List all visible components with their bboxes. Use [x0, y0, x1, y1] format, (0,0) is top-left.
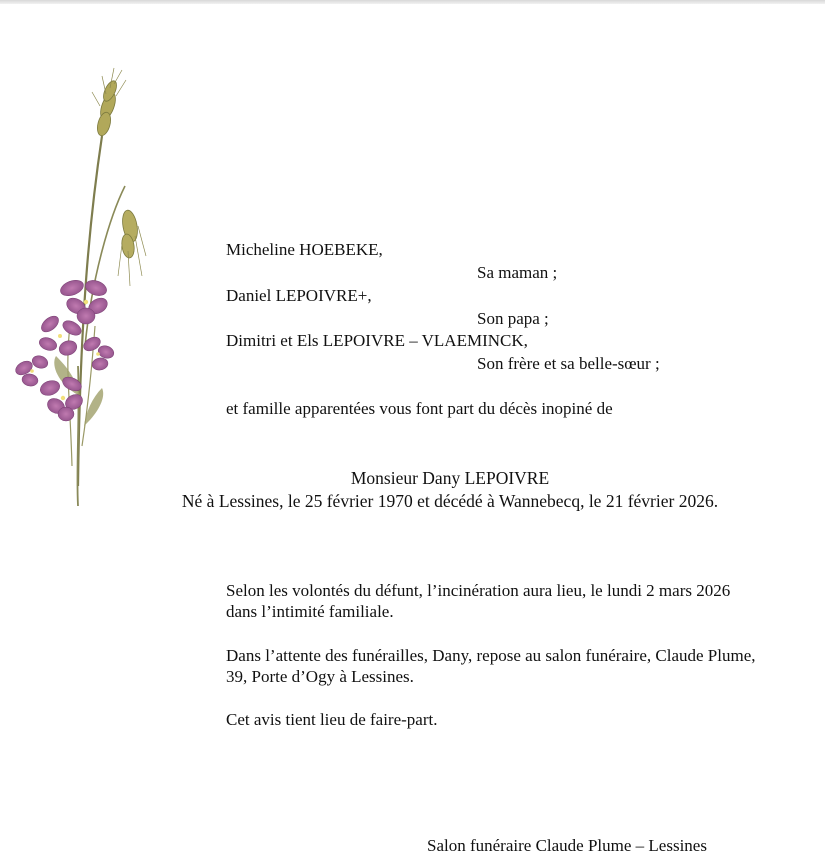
brother-role: Son frère et sa belle-sœur ;: [477, 354, 660, 373]
ceremony-paragraph: Selon les volontés du défunt, l’incinération aura lieu, le lundi 2 mars 2026 dans l’intimité familiale.: [226, 581, 731, 621]
brother-name: Dimitri et Els LEPOIVRE – VLAEMINCK,: [226, 331, 528, 350]
violet-flowers-wheat-icon: [10, 66, 150, 526]
deceased-dates: Né à Lessines, le 25 février 1970 et décédé à Wannebecq, le 21 février 2026.: [181, 491, 719, 511]
announcement-line: et famille apparentées vous font part du décès inopiné de: [226, 399, 613, 418]
mother-role: Sa maman ;: [477, 263, 558, 282]
mother-name: Micheline HOEBEKE,: [226, 240, 383, 259]
notice-paragraph: Cet avis tient lieu de faire-part.: [226, 710, 438, 729]
wake-paragraph: Dans l’attente des funérailles, Dany, repose au salon funéraire, Claude Plume, 39, Porte d’Ogy à Lessines.: [226, 646, 756, 686]
father-name: Daniel LEPOIVRE+,: [226, 286, 372, 305]
father-role: Son papa ;: [477, 309, 549, 328]
deceased-name: Monsieur Dany LEPOIVRE: [350, 468, 550, 488]
funeral-home-footer: Salon funéraire Claude Plume – Lessines: [427, 836, 707, 855]
